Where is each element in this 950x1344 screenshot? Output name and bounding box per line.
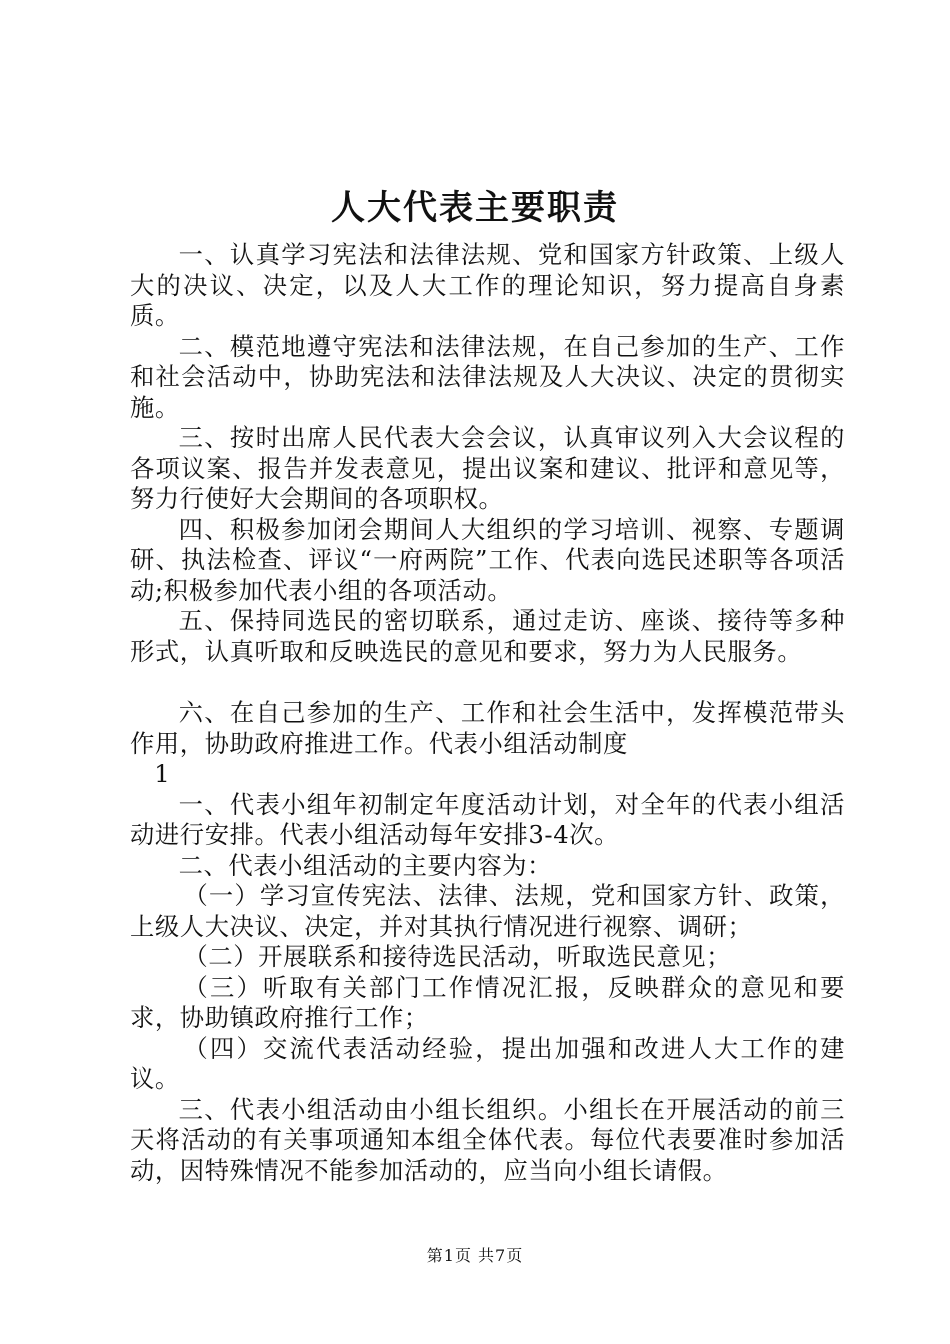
paragraph-duty-4: 四、积极参加闭会期间人大组织的学习培训、视察、专题调研、执法检查、评议“一府两院”工作、代表向选民述职等各项活动;积极参加代表小组的各项活动。 [130, 514, 845, 605]
paragraph-rule-2: 二、代表小组活动的主要内容为： [178, 850, 553, 880]
inline-page-number: 1 [154, 759, 171, 788]
paragraph-rule-2-item-4: （四）交流代表活动经验，提出加强和改进人大工作的建议。 [130, 1033, 845, 1093]
document-body [130, 240, 845, 1186]
paragraph-duty-3: 三、按时出席人民代表大会会议，认真审议列入大会议程的各项议案、报告并发表意见，提出议案和建议、批评和意见等，努力行使好大会期间的各项职权。 [130, 423, 845, 513]
paragraph-rule-2-item-2: （二）开展联系和接待选民活动，听取选民意见； [183, 942, 732, 971]
paragraph-rule-3: 三、代表小组活动由小组长组织。小组长在开展活动的前三天将活动的有关事项通知本组全体代表。每位代表要准时参加活动，因特殊情况不能参加活动的，应当向小组长请假。 [130, 1094, 845, 1185]
paragraph-duty-1: 一、认真学习宪法和法律法规、党和国家方针政策、上级人大的决议、决定，以及人大工作的理论知识，努力提高自身素质。 [130, 240, 845, 330]
page-footer: 第1页 共7页 [426, 1246, 524, 1265]
paragraph-rule-2-item-1: （一）学习宣传宪法、法律、法规，党和国家方针、政策，上级人大决议、决定，并对其执行情况进行视察、调研； [130, 881, 845, 941]
paragraph-duty-5: 五、保持同选民的密切联系，通过走访、座谈、接待等多种形式，认真听取和反映选民的意见和要求，努力为人民服务。 [130, 606, 845, 666]
paragraph-duty-6: 六、在自己参加的生产、工作和社会生活中，发挥模范带头作用，协助政府推进工作。代表小组活动制度 [130, 698, 845, 758]
document-title: 人大代表主要职责 [331, 188, 619, 228]
paragraph-rule-2-item-3: （三）听取有关部门工作情况汇报，反映群众的意见和要求，协助镇政府推行工作； [130, 972, 845, 1032]
paragraph-duty-2: 二、模范地遵守宪法和法律法规，在自己参加的生产、工作和社会活动中，协助宪法和法律法规及人大决议、决定的贯彻实施。 [130, 331, 845, 422]
paragraph-rule-1: 一、代表小组年初制定年度活动计划，对全年的代表小组活动进行安排。代表小组活动每年安排3-4次。 [130, 789, 845, 849]
